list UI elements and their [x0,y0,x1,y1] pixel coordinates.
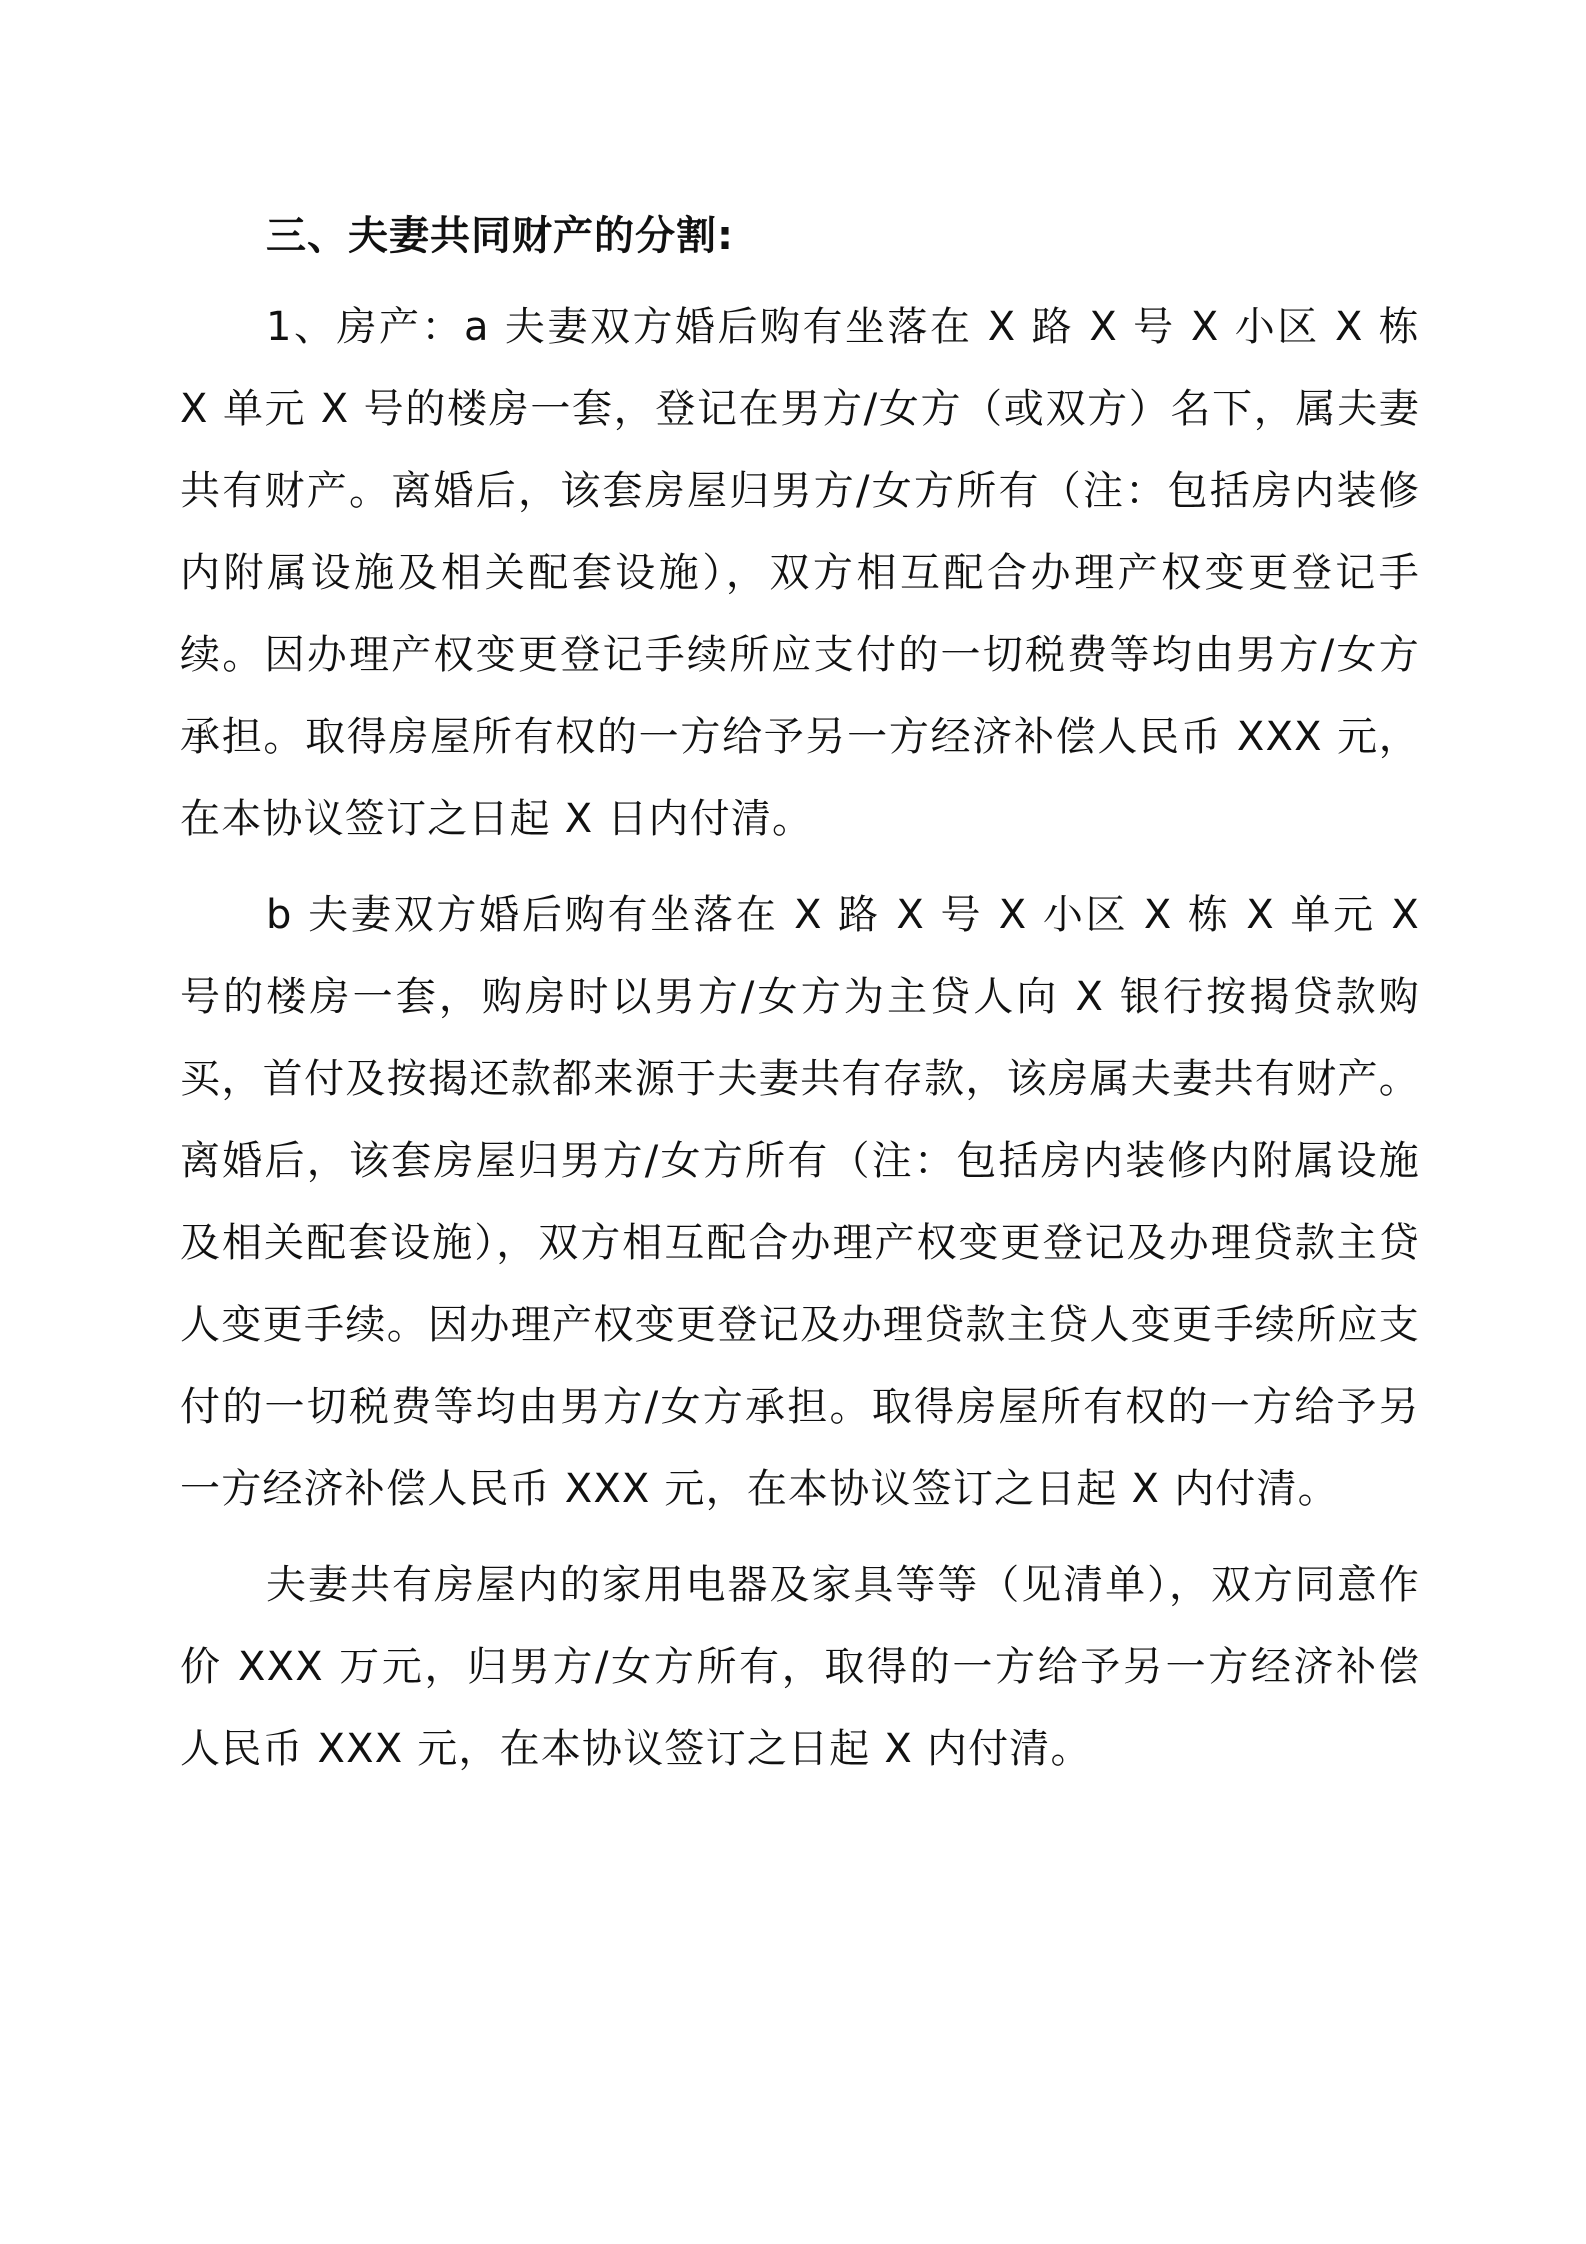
document-body [180,196,1420,1804]
paragraph-property-b: b 夫妻双方婚后购有坐落在 X 路 X 号 X 小区 X 栋 X 单元 X 号的楼房一套，购房时以男方/女方为主贷人向 X 银行按揭贷款购买，首付及按揭还款都来源于夫妻共有存款，该房属夫妻共有财产。离婚后，该套房屋归男方/女方所有（注：包括房内装修内附属设施及相关配套设施），双方相互配合办理产权变更登记及办理贷款主贷人变更手续。因办理产权变更登记及办理贷款主贷人变更手续所应支付的一切税费等均由男方/女方承担。取得房屋所有权的一方给予另一方经济补偿人民币 XXX 元，在本协议签订之日起 X 内付清。 [180,892,1420,1512]
paragraph-appliances-furniture: 夫妻共有房屋内的家用电器及家具等等（见清单），双方同意作价 XXX 万元，归男方/女方所有，取得的一方给予另一方经济补偿人民币 XXX 元，在本协议签订之日起 X 内付清。 [180,1562,1420,1772]
paragraph-property-a: 1、房产：a 夫妻双方婚后购有坐落在 X 路 X 号 X 小区 X 栋 X 单元 X 号的楼房一套，登记在男方/女方（或双方）名下，属夫妻共有财产。离婚后，该套房屋归男方/女方所有（注：包括房内装修内附属设施及相关配套设施），双方相互配合办理产权变更登记手续。因办理产权变更登记手续所应支付的一切税费等均由男方/女方承担。取得房屋所有权的一方给予另一方经济补偿人民币 XXX 元，在本协议签订之日起 X 日内付清。 [180,304,1420,842]
section-heading: 三、夫妻共同财产的分割: [266,213,734,259]
